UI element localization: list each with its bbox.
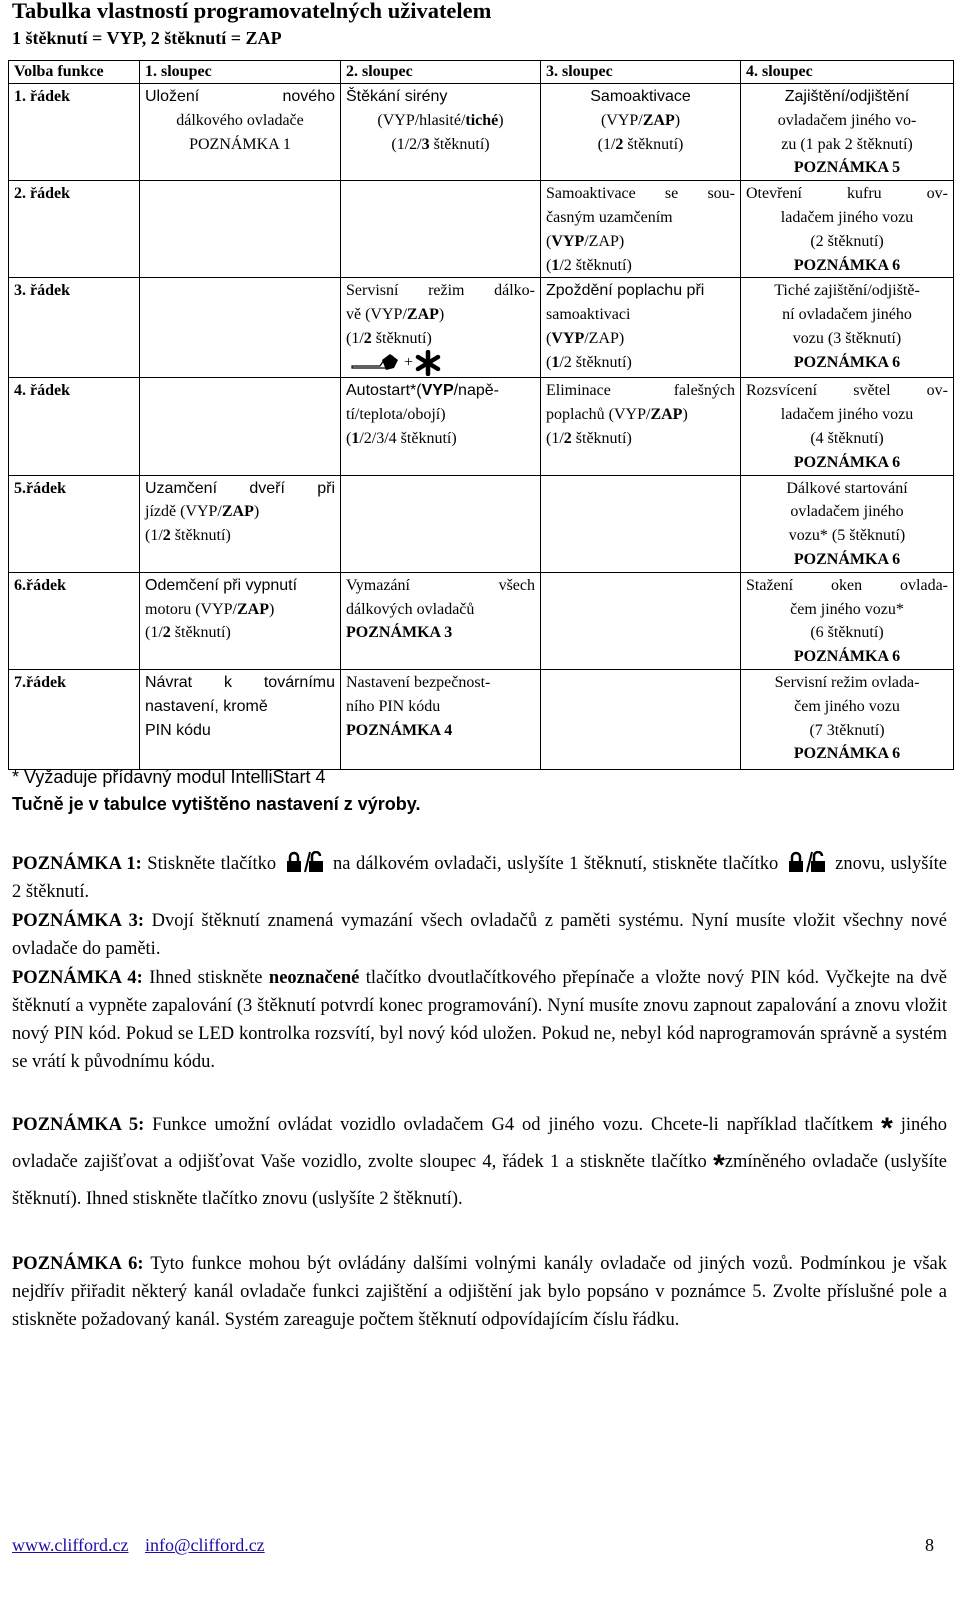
- cell: [140, 278, 341, 378]
- row-label: 6.řádek: [9, 572, 140, 669]
- note-4: POZNÁMKA 4: Ihned stiskněte neoznačené tlačítko dvoutlačítkového přepínače a vložte nový PIN kód. Vyčkejte na dvě štěknutí a vypněte zapalování (3 štěknutí potvrdí konec programování). Nyní musíte znovu zapnout zapalování a znovu vložit nový PIN kód. Pokud se LED kontrolka rozsvítí, byl nový kód uložen. Pokud ne, nebyl kód naprogramován správně a systém se vrátí k původnímu kódu.: [12, 968, 947, 1072]
- email-link[interactable]: info@clifford.cz: [144, 1535, 265, 1555]
- row-label: 1. řádek: [9, 84, 140, 181]
- cell: Odemčení při vypnutí motoru (VYP/ZAP) (1/2 štěknutí): [140, 572, 341, 669]
- page-number: 8: [925, 1535, 934, 1555]
- lock-unlock-icon: [788, 851, 826, 873]
- note-5: POZNÁMKA 5: Funkce umožní ovládat vozidlo ovladačem G4 od jiného vozu. Chcete-li například tlačítkem * jiného ovladače zajišťovat a odjišťovat Vaše vozidlo, zvolte sloupec 4, řádek 1 a stiskněte tlačítko *zmíněného ovladače (uslyšíte štěknutí). Ihned stiskněte tlačítko znovu (uslyšíte 2 štěknutí).: [12, 1112, 948, 1209]
- table-row: [9, 378, 954, 475]
- cell: Zpoždění poplachu při samoaktivaci (VYP/ZAP) (1/2 štěknutí): [541, 278, 741, 378]
- note-1: POZNÁMKA 1: Stiskněte tlačítko na dálkovém ovladači, uslyšíte 1 štěknutí, stiskněte tlačítko znovu, uslyšíte 2 štěknutí.: [12, 850, 947, 906]
- cell: [341, 475, 541, 572]
- cell: [341, 181, 541, 278]
- header-col3: 3. sloupec: [541, 61, 741, 84]
- footer: [12, 1535, 932, 1556]
- cell: Vymazání všech dálkových ovladačů POZNÁMKA 3: [341, 572, 541, 669]
- cell: [541, 572, 741, 669]
- cell: Servisní režim ovlada- čem jiného vozu (7 3těknutí) POZNÁMKA 6: [741, 669, 954, 769]
- table-row: [9, 181, 954, 278]
- cell: Návrat k továrnímu nastavení, kromě PIN kódu: [140, 669, 341, 769]
- key-icon: [350, 352, 402, 374]
- footnote-addon: * Vyžaduje přídavný modul IntelliStart 4: [12, 767, 326, 787]
- cell: Zajištění/odjištění ovladačem jiného vo- zu (1 pak 2 štěknutí) POZNÁMKA 5: [741, 84, 954, 181]
- cell: Tiché zajištění/odjiště- ní ovladačem jiného vozu (3 štěknutí) POZNÁMKA 6: [741, 278, 954, 378]
- table-row: [9, 669, 954, 769]
- cell: Stažení oken ovlada- čem jiného vozu* (6 štěknutí) POZNÁMKA 6: [741, 572, 954, 669]
- cell: Servisní režim dálko- vě (VYP/ZAP) (1/2 štěknutí) +: [341, 278, 541, 378]
- lock-unlock-icon: [286, 851, 324, 873]
- cell: Uložení nového dálkového ovladače POZNÁMKA 1: [140, 84, 341, 181]
- row-label: 2. řádek: [9, 181, 140, 278]
- table-row: [9, 278, 954, 378]
- cell: Samoaktivace se sou- časným uzamčením (VYP/ZAP) (1/2 štěknutí): [541, 181, 741, 278]
- row-label: 5.řádek: [9, 475, 140, 572]
- cell: Autostart*(VYP/napě- tí/teplota/obojí) (1/2/3/4 štěknutí): [341, 378, 541, 475]
- cell: Eliminace falešných poplachů (VYP/ZAP) (1/2 štěknutí): [541, 378, 741, 475]
- header-col2: 2. sloupec: [341, 61, 541, 84]
- cell: [541, 475, 741, 572]
- table-row: [9, 84, 954, 181]
- cell: Uzamčení dveří při jízdě (VYP/ZAP) (1/2 štěknutí): [140, 475, 341, 572]
- note-3: POZNÁMKA 3: Dvojí štěknutí znamená vymazání všech ovladačů z paměti systému. Nyní musíte vložit všechny nové ovladače do paměti.: [12, 911, 947, 959]
- website-link[interactable]: www.clifford.cz: [12, 1535, 129, 1555]
- note-6: POZNÁMKA 6: Tyto funkce mohou být ovládány dalšími volnými kanály ovladače od jiných vozů. Podmínkou je však nejdřív přiřadit některý kanál ovladače funkci zajištění a odjištění jak bylo popsáno v poznámce 5. Zvolte příslušné pole a stiskněte požadovaný kanál. Systém zareaguje počtem štěknutí odpovídajícím číslu řádku.: [12, 1254, 947, 1330]
- asterisk-icon: [415, 350, 441, 376]
- cell: [541, 669, 741, 769]
- cell: [140, 378, 341, 475]
- row-label: 3. řádek: [9, 278, 140, 378]
- page-title: Tabulka vlastností programovatelných uživatelem: [12, 0, 492, 23]
- header-function: Volba funkce: [9, 61, 140, 84]
- footnote-bold: Tučně je v tabulce vytištěno nastavení z výroby.: [12, 794, 421, 814]
- table-row: [9, 572, 954, 669]
- asterisk-icon: *: [881, 1112, 893, 1145]
- cell: Nastavení bezpečnost- ního PIN kódu POZNÁMKA 4: [341, 669, 541, 769]
- header-col1: 1. sloupec: [140, 61, 341, 84]
- features-table: [8, 60, 954, 770]
- cell: Dálkové startování ovladačem jiného vozu* (5 štěknutí) POZNÁMKA 6: [741, 475, 954, 572]
- table-row: [9, 475, 954, 572]
- cell: [140, 181, 341, 278]
- row-label: 4. řádek: [9, 378, 140, 475]
- cell: Samoaktivace (VYP/ZAP) (1/2 štěknutí): [541, 84, 741, 181]
- page-subtitle: 1 štěknutí = VYP, 2 štěknutí = ZAP: [12, 28, 282, 48]
- cell: Štěkání sirény (VYP/hlasité/tiché) (1/2/3 štěknutí): [341, 84, 541, 181]
- cell: Rozsvícení světel ov- ladačem jiného vozu (4 štěknutí) POZNÁMKA 6: [741, 378, 954, 475]
- cell: Otevření kufru ov- ladačem jiného vozu (2 štěknutí) POZNÁMKA 6: [741, 181, 954, 278]
- table-header-row: [9, 61, 954, 84]
- asterisk-icon: *: [713, 1149, 725, 1182]
- header-col4: 4. sloupec: [741, 61, 954, 84]
- row-label: 7.řádek: [9, 669, 140, 769]
